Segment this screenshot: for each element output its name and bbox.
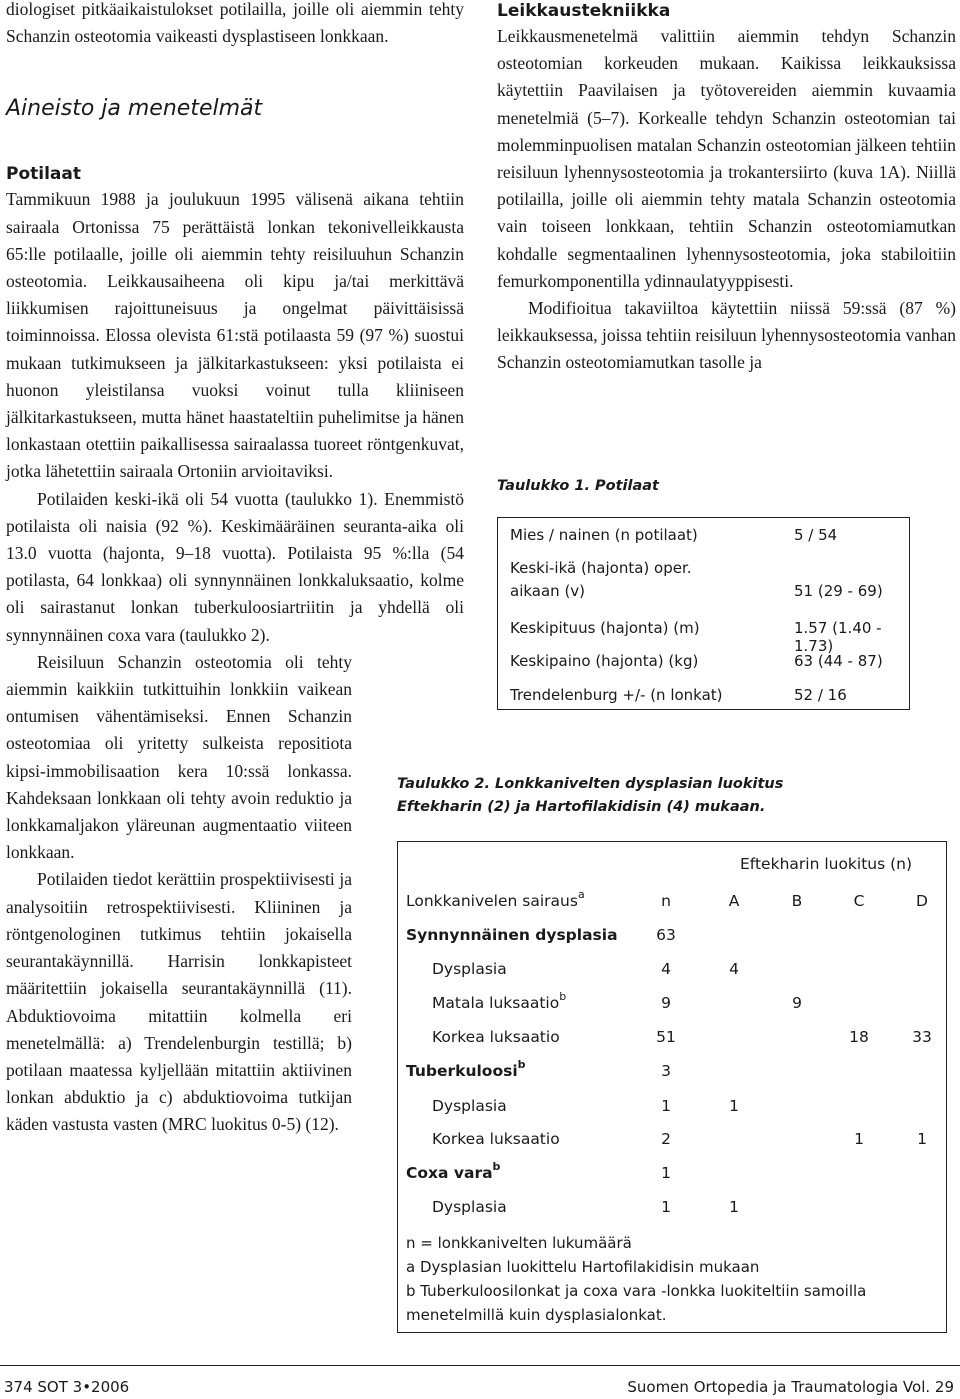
paragraph-tiedot: Potilaiden tiedot kerättiin prospektiivisesti ja analysoitiin retrospektiivisesti. Kliininen ja röntgenologinen tutkimus tehtiin jokaisella seurantakäynnillä. Harrisin lonkkapisteet määritettiin jokaisella seurantakäynnillä (11). Abduktiovoima mitattiin kolmella eri menetelmällä: a) Trendelenburgin testillä; b) potilaan maatessa kyljellään mitattiin aktiivinen lonkan abduktio ja c) abduktiovoima tutkijan käden vastusta vasten (MRC luokitus 0-5) (12). <box>6 869 352 1135</box>
table2-row-label <box>432 1130 560 1148</box>
table1-label: Mies / nainen (n potilaat) <box>510 526 698 544</box>
table1-label: Keski-ikä (hajonta) oper. <box>510 559 692 577</box>
table2-header-b: B <box>791 892 803 910</box>
table2-group-header-row <box>398 855 946 877</box>
table2-row-label <box>406 1057 526 1080</box>
table2-row <box>398 1198 946 1220</box>
table2-row <box>398 1057 946 1084</box>
paragraph-osteotomia: Reisiluun Schanzin osteotomia oli tehty aiemmin kaikkiin tutkittuihin lonkkiin vaikean ontumisen vähentämiseksi. Ennen Schanzin osteotomiaa oli yritetty sulkeista repositiota kipsi-immobilisaation kera 10:ssä lonkassa. Kahdeksaan lonkkaan oli tehty avoin reduktio ja lonkkamaljakon yläreunan augmentaatio viiteen lonkkaan. <box>6 651 352 863</box>
table2-cell-n: 63 <box>656 926 676 944</box>
table1-label: Trendelenburg +/- (n lonkat) <box>510 686 723 704</box>
table2-row <box>398 1130 946 1152</box>
table1-label: Keskipaino (hajonta) (kg) <box>510 652 699 670</box>
table2-header-label <box>406 887 585 910</box>
table2-cell-c: 1 <box>854 1130 864 1148</box>
footer-left: 374 SOT 3•2006 <box>4 1378 130 1396</box>
table1-label: Keskipituus (hajonta) (m) <box>510 619 700 637</box>
table2-note: a Dysplasian luokittelu Hartofilakidisin mukaan <box>406 1258 760 1276</box>
table2-row <box>398 1028 946 1050</box>
table2-row-label-text: Korkea luksaatio <box>432 1130 560 1148</box>
subsection-title-potilaat: Potilaat <box>6 164 81 185</box>
table1-caption: Taulukko 1. Potilaat <box>497 478 659 494</box>
table2-note: n = lonkkanivelten lukumäärä <box>406 1234 632 1252</box>
table2-row <box>398 960 946 982</box>
table2-cell-c: 18 <box>849 1028 869 1046</box>
right-column <box>497 0 956 377</box>
paragraph-leikkaus-2: Modifioitua takaviiltoa käytettiin niissä 59:ssä (87 %) leikkauksessa, joissa tehtiin reisiluun lyhennysosteotomia vanhan Schanzin osteotomiamutkan tasolle ja <box>497 298 956 373</box>
table2-cell-n: 2 <box>661 1130 671 1148</box>
table1-label-cont: aikaan (v) <box>510 582 586 600</box>
table2-row-label <box>432 989 567 1012</box>
paragraph-potilaat-2: Potilaiden keski-ikä oli 54 vuotta (taulukko 1). Enemmistö potilaista oli naisia (92 %). Keskimääräinen seuranta-aika oli 13.0 vuotta (hajonta, 9–18 vuotta). Potilaista 95 %:lla (54 potilasta, 64 lonkkaa) oli synnynnäinen lonkkaluksaatio, kolme oli sairastanut lonkan tuberkuloosiartriitin ja yhdellä oli synnynnäinen coxa vara (taulukko 2). <box>6 488 464 645</box>
table2-row-label <box>432 1097 507 1115</box>
table2-row <box>398 989 946 1016</box>
table2-header-a: A <box>728 892 740 910</box>
table2-header-d: D <box>916 892 928 910</box>
table2-caption-line1: Taulukko 2. Lonkkanivelten dysplasian luokitus <box>397 776 784 792</box>
table2-header-label-text: Lonkkanivelen sairaus <box>406 892 578 910</box>
table2-cell-a: 1 <box>729 1097 739 1115</box>
table2-cell-d: 1 <box>917 1130 927 1148</box>
table2-row-label <box>432 960 507 978</box>
table1-value: 51 (29 - 69) <box>794 582 883 600</box>
subsection-title-leikkaustekniikka: Leikkaustekniikka <box>497 1 671 21</box>
paragraph-leikkaus-1: Leikkausmenetelmä valittiin aiemmin tehdyn Schanzin osteotomian korkeuden mukaan. Kaikissa leikkauksissa käytettiin Paavilaisen ja työtovereiden aiemmin kuvaamia menetelmiä (5–7). Korkealle tehdyn Schanzin osteotomian tai molemminpuolisen matalan Schanzin osteotomian jälkeen tehtiin reisiluun lyhennysosteotomia ja trokantersiirto (kuva 1A). Niillä potilailla, joille oli aiemmin tehty matala Schanzin osteotomia vain toiseen lonkkaan, tehtiin Schanzin osteotomiamutkan kohdalle segmentaalinen lyhennysosteotomia, joka stabiloitiin femurkomponentilla ydinnaulatyyppisesti. <box>497 26 956 291</box>
table2-row-sup: b <box>517 1057 526 1071</box>
table2-cell-n: 1 <box>661 1198 671 1216</box>
table2-cell-n: 4 <box>661 960 671 978</box>
table2-row-label-text: Dysplasia <box>432 1198 507 1216</box>
table1 <box>497 517 910 710</box>
table2-cell-a: 1 <box>729 1198 739 1216</box>
table2-row-label-text: Coxa vara <box>406 1164 493 1182</box>
table2-row-label-text: Synnynnäinen dysplasia <box>406 926 618 944</box>
table2-row-sup: b <box>559 989 567 1003</box>
table2-cell-b: 9 <box>792 994 802 1012</box>
table2-header-sup: a <box>577 887 585 901</box>
footer-right: Suomen Ortopedia ja Traumatologia Vol. 29 <box>627 1378 954 1396</box>
table2-row <box>398 926 946 948</box>
table2-row-label <box>406 926 618 944</box>
table1-value: 63 (44 - 87) <box>794 652 883 670</box>
table2-header-c: C <box>853 892 865 910</box>
table2-row-label <box>432 1028 560 1046</box>
table2-cell-n: 3 <box>661 1062 671 1080</box>
table2-cell-n: 51 <box>656 1028 676 1046</box>
table1-value: 1.57 (1.40 - 1.73) <box>794 619 882 655</box>
table2-row-label-text: Korkea luksaatio <box>432 1028 560 1046</box>
table2-cell-a: 4 <box>729 960 739 978</box>
table2-note: b Tuberkuloosilonkat ja coxa vara -lonkka luokiteltiin samoilla <box>406 1282 867 1300</box>
table2-group-header: Eftekharin luokitus (n) <box>740 855 913 873</box>
table2-cell-d: 33 <box>912 1028 932 1046</box>
table1-value: 5 / 54 <box>794 526 838 544</box>
table2-cell-n: 9 <box>661 994 671 1012</box>
footer-rule <box>0 1365 960 1366</box>
table2-row-label-text: Tuberkuloosi <box>406 1062 518 1080</box>
table2-row-label <box>432 1198 507 1216</box>
left-column <box>6 0 464 1139</box>
table2-row <box>398 1097 946 1119</box>
table2-cell-n: 1 <box>661 1097 671 1115</box>
table2 <box>397 841 947 1333</box>
table1-value: 52 / 16 <box>794 686 847 704</box>
section-title: Aineisto ja menetelmät <box>6 96 263 122</box>
table2-caption-line2: Eftekharin (2) ja Hartofilakidisin (4) mukaan. <box>397 799 766 815</box>
paragraph-potilaat-1: Tammikuun 1988 ja joulukuun 1995 välisenä aikana tehtiin sairaala Ortonissa 75 perättäistä lonkan tekonivelleikkausta 65:lle potilaalle, joille oli aiemmin tehty reisiluuhun Schanzin osteotomia. Leikkausaiheena oli kipu ja/tai merkittävä liikkumisen rajoittuneisuus ja ongelmat päivittäisissä toiminnoissa. Elossa olevista 61:stä potilaasta 59 (97 %) suostui mukaan tutkimukseen ja jälkitarkastukseen: yksi potilaista ei huonon yleistilansa vuoksi voinut tulla kliiniseen jälkitarkastukseen, mutta hänet haastateltiin puhelimitse ja hänen lonkastaan otettiin paikallisessa sairaalassa tuoreet röntgenkuvat, jotka lähetettiin sairaala Ortoniin arvioitaviksi. <box>6 189 464 482</box>
table2-row-label-text: Matala luksaatio <box>432 994 560 1012</box>
table2-row-label <box>406 1159 501 1182</box>
table2-header-n: n <box>661 892 671 910</box>
table2-note: menetelmillä kuin dysplasialonkat. <box>406 1306 667 1324</box>
intro-paragraph: diologiset pitkäaikaistulokset potilailla, joille oli aiemmin tehty Schanzin osteotomia vaikeasti dysplastiseen lonkkaan. <box>6 0 464 47</box>
table2-row <box>398 1159 946 1186</box>
table2-row-label-text: Dysplasia <box>432 1097 507 1115</box>
table2-row-label-text: Dysplasia <box>432 960 507 978</box>
table2-row-sup: b <box>492 1159 501 1173</box>
table2-cell-n: 1 <box>661 1164 671 1182</box>
table2-header-row <box>398 887 946 914</box>
